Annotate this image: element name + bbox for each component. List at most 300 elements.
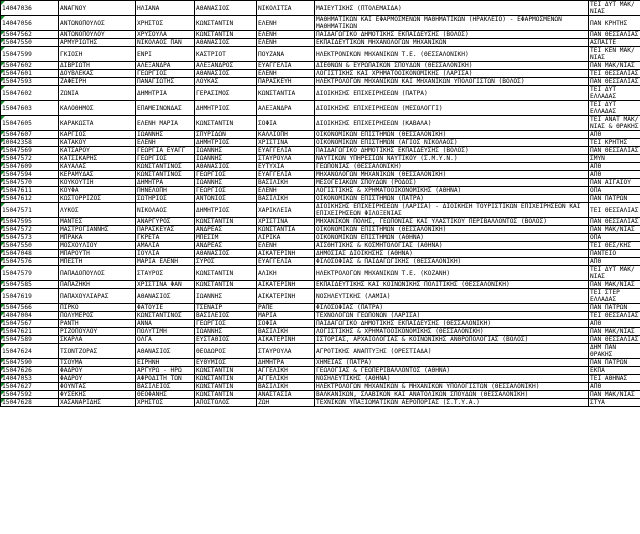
surname-cell[interactable] (59, 226, 136, 234)
mother-name-cell[interactable] (257, 47, 315, 62)
id-cell[interactable] (1, 242, 59, 250)
institution-cell[interactable] (589, 131, 640, 139)
firstname-cell[interactable] (136, 281, 195, 289)
id-cell[interactable] (1, 304, 59, 312)
department-cell[interactable] (315, 47, 589, 62)
firstname-cell[interactable] (136, 47, 195, 62)
surname-cell[interactable] (59, 391, 136, 399)
id-cell[interactable] (1, 226, 59, 234)
cell-indicator-icon (1, 258, 5, 262)
firstname-cell[interactable] (136, 344, 195, 359)
father-name-cell[interactable] (195, 39, 257, 47)
firstname-cell[interactable] (136, 250, 195, 258)
firstname-cell[interactable] (136, 359, 195, 367)
firstname-cell[interactable] (136, 336, 195, 344)
mother-name-cell[interactable] (257, 383, 315, 391)
firstname-cell[interactable] (136, 147, 195, 155)
father-name-cell[interactable] (195, 187, 257, 195)
department-cell[interactable] (315, 218, 589, 226)
mother-name-cell[interactable] (257, 155, 315, 163)
firstname-cell[interactable] (136, 258, 195, 266)
id-cell[interactable] (1, 203, 59, 218)
firstname-cell[interactable] (136, 195, 195, 203)
surname-cell[interactable] (59, 344, 136, 359)
institution-cell[interactable] (589, 218, 640, 226)
father-name-cell[interactable] (195, 70, 257, 78)
department-cell[interactable] (315, 62, 589, 70)
father-name-cell[interactable] (195, 289, 257, 304)
department-cell[interactable] (315, 195, 589, 203)
mother-name-cell[interactable] (257, 1, 315, 16)
firstname-cell[interactable] (136, 70, 195, 78)
surname-cell[interactable] (59, 234, 136, 242)
institution-cell[interactable] (589, 312, 640, 320)
surname-cell[interactable] (59, 187, 136, 195)
mother-name-cell[interactable] (257, 399, 315, 407)
institution-cell[interactable] (589, 195, 640, 203)
firstname-cell[interactable] (136, 266, 195, 281)
department-cell[interactable] (315, 179, 589, 187)
institution-cell[interactable] (589, 139, 640, 147)
department-cell[interactable] (315, 258, 589, 266)
id-cell[interactable] (1, 391, 59, 399)
surname-cell[interactable] (59, 320, 136, 328)
father-name-cell[interactable] (195, 304, 257, 312)
father-name-cell[interactable] (195, 131, 257, 139)
mother-name-cell[interactable] (257, 375, 315, 383)
firstname-cell[interactable] (136, 179, 195, 187)
institution-cell[interactable] (589, 367, 640, 375)
surname-cell[interactable] (59, 258, 136, 266)
mother-name-cell[interactable] (257, 234, 315, 242)
mother-name-cell[interactable] (257, 139, 315, 147)
surname-cell[interactable] (59, 47, 136, 62)
surname-cell[interactable] (59, 86, 136, 101)
institution-cell[interactable] (589, 31, 640, 39)
father-name-cell[interactable] (195, 78, 257, 86)
mother-name-cell[interactable] (257, 70, 315, 78)
father-name-cell[interactable] (195, 179, 257, 187)
id-cell[interactable] (1, 399, 59, 407)
institution-cell[interactable] (589, 250, 640, 258)
department-cell[interactable] (315, 250, 589, 258)
institution-cell[interactable] (589, 116, 640, 131)
mother-name-cell[interactable] (257, 312, 315, 320)
department-cell[interactable] (315, 391, 589, 399)
department-cell[interactable] (315, 304, 589, 312)
mother-name-cell[interactable] (257, 359, 315, 367)
father-name-cell[interactable] (195, 399, 257, 407)
surname-cell[interactable] (59, 171, 136, 179)
institution-cell[interactable] (589, 16, 640, 31)
institution-cell[interactable] (589, 281, 640, 289)
mother-name-cell[interactable] (257, 320, 315, 328)
institution-cell[interactable] (589, 101, 640, 116)
firstname-cell[interactable] (136, 187, 195, 195)
father-name-cell[interactable] (195, 312, 257, 320)
father-name-cell[interactable] (195, 375, 257, 383)
institution-cell[interactable] (589, 147, 640, 155)
institution-cell[interactable] (589, 391, 640, 399)
father-name-cell[interactable] (195, 359, 257, 367)
mother-name-cell[interactable] (257, 226, 315, 234)
father-name-cell[interactable] (195, 47, 257, 62)
firstname-cell[interactable] (136, 1, 195, 16)
mother-name-cell[interactable] (257, 163, 315, 171)
institution-cell[interactable] (589, 383, 640, 391)
mother-name-cell[interactable] (257, 116, 315, 131)
department-cell[interactable] (315, 375, 589, 383)
surname-cell[interactable] (59, 375, 136, 383)
institution-cell[interactable] (589, 78, 640, 86)
department-cell[interactable] (315, 289, 589, 304)
surname-cell[interactable] (59, 242, 136, 250)
mother-name-cell[interactable] (257, 242, 315, 250)
firstname-cell[interactable] (136, 367, 195, 375)
institution-cell[interactable] (589, 258, 640, 266)
institution-cell[interactable] (589, 179, 640, 187)
father-name-cell[interactable] (195, 234, 257, 242)
father-name-cell[interactable] (195, 171, 257, 179)
id-cell[interactable] (1, 320, 59, 328)
department-cell[interactable] (315, 336, 589, 344)
institution-cell[interactable] (589, 328, 640, 336)
id-cell[interactable] (1, 218, 59, 226)
mother-name-cell[interactable] (257, 336, 315, 344)
firstname-cell[interactable] (136, 391, 195, 399)
department-cell[interactable] (315, 312, 589, 320)
institution-cell[interactable] (589, 47, 640, 62)
mother-name-cell[interactable] (257, 328, 315, 336)
firstname-cell[interactable] (136, 155, 195, 163)
id-cell[interactable] (1, 47, 59, 62)
firstname-cell[interactable] (136, 116, 195, 131)
department-cell[interactable] (315, 344, 589, 359)
father-name-cell[interactable] (195, 328, 257, 336)
mother-name-cell[interactable] (257, 131, 315, 139)
firstname-cell[interactable] (136, 328, 195, 336)
department-cell[interactable] (315, 78, 589, 86)
id-cell[interactable] (1, 78, 59, 86)
institution-cell[interactable] (589, 163, 640, 171)
surname-cell[interactable] (59, 70, 136, 78)
id-cell[interactable] (1, 234, 59, 242)
id-cell[interactable] (1, 147, 59, 155)
father-name-cell[interactable] (195, 163, 257, 171)
firstname-cell[interactable] (136, 203, 195, 218)
cell-text: 15047579 (2, 269, 32, 277)
cell-text: ΔΙΒΡΙΩΤΗ (60, 62, 90, 69)
mother-name-cell[interactable] (257, 258, 315, 266)
father-name-cell[interactable] (195, 226, 257, 234)
surname-cell[interactable] (59, 147, 136, 155)
institution-cell[interactable] (589, 242, 640, 250)
institution-cell[interactable] (589, 62, 640, 70)
surname-cell[interactable] (59, 163, 136, 171)
institution-cell[interactable] (589, 155, 640, 163)
id-cell[interactable] (1, 375, 59, 383)
department-cell[interactable] (315, 367, 589, 375)
surname-cell[interactable] (59, 62, 136, 70)
mother-name-cell[interactable] (257, 39, 315, 47)
id-cell[interactable] (1, 328, 59, 336)
father-name-cell[interactable] (195, 86, 257, 101)
institution-cell[interactable] (589, 336, 640, 344)
id-cell[interactable] (1, 155, 59, 163)
department-cell[interactable] (315, 281, 589, 289)
firstname-cell[interactable] (136, 383, 195, 391)
cell-text: 15047628 (2, 399, 32, 406)
father-name-cell[interactable] (195, 155, 257, 163)
firstname-cell[interactable] (136, 399, 195, 407)
id-cell[interactable] (1, 131, 59, 139)
firstname-cell[interactable] (136, 320, 195, 328)
department-cell[interactable] (315, 171, 589, 179)
firstname-cell[interactable] (136, 16, 195, 31)
institution-cell[interactable] (589, 187, 640, 195)
mother-name-cell[interactable] (257, 179, 315, 187)
surname-cell[interactable] (59, 218, 136, 226)
surname-cell[interactable] (59, 179, 136, 187)
department-cell[interactable] (315, 328, 589, 336)
firstname-cell[interactable] (136, 218, 195, 226)
id-cell[interactable] (1, 39, 59, 47)
id-cell[interactable] (1, 179, 59, 187)
firstname-cell[interactable] (136, 242, 195, 250)
mother-name-cell[interactable] (257, 171, 315, 179)
institution-cell[interactable] (589, 289, 640, 304)
father-name-cell[interactable] (195, 1, 257, 16)
firstname-cell[interactable] (136, 289, 195, 304)
id-cell[interactable] (1, 86, 59, 101)
department-cell[interactable] (315, 16, 589, 31)
surname-cell[interactable] (59, 16, 136, 31)
institution-cell[interactable] (589, 1, 640, 16)
surname-cell[interactable] (59, 367, 136, 375)
mother-name-cell[interactable] (257, 250, 315, 258)
mother-name-cell[interactable] (257, 147, 315, 155)
id-cell[interactable] (1, 383, 59, 391)
institution-cell[interactable] (589, 344, 640, 359)
surname-cell[interactable] (59, 304, 136, 312)
department-cell[interactable] (315, 320, 589, 328)
surname-cell[interactable] (59, 266, 136, 281)
mother-name-cell[interactable] (257, 218, 315, 226)
department-cell[interactable] (315, 242, 589, 250)
institution-cell[interactable] (589, 359, 640, 367)
department-cell[interactable] (315, 39, 589, 47)
id-cell[interactable] (1, 187, 59, 195)
firstname-cell[interactable] (136, 39, 195, 47)
department-cell[interactable] (315, 31, 589, 39)
institution-cell[interactable] (589, 203, 640, 218)
mother-name-cell[interactable] (257, 281, 315, 289)
institution-cell[interactable] (589, 304, 640, 312)
mother-name-cell[interactable] (257, 16, 315, 31)
id-cell[interactable] (1, 163, 59, 171)
id-cell[interactable] (1, 171, 59, 179)
father-name-cell[interactable] (195, 16, 257, 31)
department-cell[interactable] (315, 359, 589, 367)
mother-name-cell[interactable] (257, 289, 315, 304)
department-cell[interactable] (315, 399, 589, 407)
mother-name-cell[interactable] (257, 187, 315, 195)
institution-cell[interactable] (589, 86, 640, 101)
cell-text: ΠΙΡΚΟ (60, 304, 79, 311)
id-cell[interactable] (1, 367, 59, 375)
firstname-cell[interactable] (136, 131, 195, 139)
firstname-cell[interactable] (136, 62, 195, 70)
father-name-cell[interactable] (195, 258, 257, 266)
mother-name-cell[interactable] (257, 195, 315, 203)
institution-cell[interactable] (589, 39, 640, 47)
father-name-cell[interactable] (195, 116, 257, 131)
department-cell[interactable] (315, 203, 589, 218)
firstname-cell[interactable] (136, 78, 195, 86)
father-name-cell[interactable] (195, 320, 257, 328)
department-cell[interactable] (315, 155, 589, 163)
id-cell[interactable] (1, 250, 59, 258)
firstname-cell[interactable] (136, 375, 195, 383)
department-cell[interactable] (315, 116, 589, 131)
mother-name-cell[interactable] (257, 391, 315, 399)
department-cell[interactable] (315, 187, 589, 195)
surname-cell[interactable] (59, 155, 136, 163)
father-name-cell[interactable] (195, 147, 257, 155)
firstname-cell[interactable] (136, 234, 195, 242)
id-cell[interactable] (1, 31, 59, 39)
institution-cell[interactable] (589, 266, 640, 281)
id-cell[interactable] (1, 139, 59, 147)
surname-cell[interactable] (59, 78, 136, 86)
surname-cell[interactable] (59, 39, 136, 47)
firstname-cell[interactable] (136, 312, 195, 320)
id-cell[interactable] (1, 344, 59, 359)
mother-name-cell[interactable] (257, 266, 315, 281)
institution-cell[interactable] (589, 70, 640, 78)
surname-cell[interactable] (59, 1, 136, 16)
department-cell[interactable] (315, 266, 589, 281)
father-name-cell[interactable] (195, 203, 257, 218)
id-cell[interactable] (1, 116, 59, 131)
department-cell[interactable] (315, 226, 589, 234)
surname-cell[interactable] (59, 131, 136, 139)
mother-name-cell[interactable] (257, 86, 315, 101)
father-name-cell[interactable] (195, 266, 257, 281)
surname-cell[interactable] (59, 139, 136, 147)
surname-cell[interactable] (59, 101, 136, 116)
firstname-cell[interactable] (136, 163, 195, 171)
institution-cell[interactable] (589, 375, 640, 383)
id-cell[interactable] (1, 70, 59, 78)
department-cell[interactable] (315, 86, 589, 101)
surname-cell[interactable] (59, 116, 136, 131)
mother-name-cell[interactable] (257, 203, 315, 218)
father-name-cell[interactable] (195, 391, 257, 399)
id-cell[interactable] (1, 258, 59, 266)
department-cell[interactable] (315, 101, 589, 116)
department-cell[interactable] (315, 131, 589, 139)
department-cell[interactable] (315, 147, 589, 155)
surname-cell[interactable] (59, 328, 136, 336)
id-cell[interactable] (1, 289, 59, 304)
father-name-cell[interactable] (195, 242, 257, 250)
father-name-cell[interactable] (195, 281, 257, 289)
department-cell[interactable] (315, 70, 589, 78)
father-name-cell[interactable] (195, 31, 257, 39)
firstname-cell[interactable] (136, 86, 195, 101)
surname-cell[interactable] (59, 289, 136, 304)
firstname-cell[interactable] (136, 171, 195, 179)
mother-name-cell[interactable] (257, 62, 315, 70)
father-name-cell[interactable] (195, 344, 257, 359)
mother-name-cell[interactable] (257, 31, 315, 39)
department-cell[interactable] (315, 1, 589, 16)
surname-cell[interactable] (59, 336, 136, 344)
father-name-cell[interactable] (195, 218, 257, 226)
father-name-cell[interactable] (195, 62, 257, 70)
cell-text: ΖΑΦΕΙΡΗ (60, 78, 87, 85)
id-cell[interactable] (1, 1, 59, 16)
firstname-cell[interactable] (136, 139, 195, 147)
surname-cell[interactable] (59, 399, 136, 407)
surname-cell[interactable] (59, 359, 136, 367)
institution-cell[interactable] (589, 226, 640, 234)
firstname-cell[interactable] (136, 226, 195, 234)
firstname-cell[interactable] (136, 101, 195, 116)
id-cell[interactable] (1, 101, 59, 116)
institution-cell[interactable] (589, 234, 640, 242)
mother-name-cell[interactable] (257, 304, 315, 312)
id-cell[interactable] (1, 359, 59, 367)
surname-cell[interactable] (59, 281, 136, 289)
surname-cell[interactable] (59, 383, 136, 391)
mother-name-cell[interactable] (257, 78, 315, 86)
mother-name-cell[interactable] (257, 367, 315, 375)
surname-cell[interactable] (59, 250, 136, 258)
surname-cell[interactable] (59, 195, 136, 203)
department-cell[interactable] (315, 163, 589, 171)
id-cell[interactable] (1, 266, 59, 281)
department-cell[interactable] (315, 234, 589, 242)
id-cell[interactable] (1, 336, 59, 344)
institution-cell[interactable] (589, 320, 640, 328)
id-cell[interactable] (1, 312, 59, 320)
firstname-cell[interactable] (136, 31, 195, 39)
father-name-cell[interactable] (195, 250, 257, 258)
id-cell[interactable] (1, 16, 59, 31)
institution-cell[interactable] (589, 399, 640, 407)
father-name-cell[interactable] (195, 101, 257, 116)
father-name-cell[interactable] (195, 383, 257, 391)
father-name-cell[interactable] (195, 367, 257, 375)
father-name-cell[interactable] (195, 336, 257, 344)
id-cell[interactable] (1, 281, 59, 289)
father-name-cell[interactable] (195, 195, 257, 203)
department-cell[interactable] (315, 383, 589, 391)
father-name-cell[interactable] (195, 139, 257, 147)
firstname-cell[interactable] (136, 304, 195, 312)
department-cell[interactable] (315, 139, 589, 147)
id-cell[interactable] (1, 195, 59, 203)
surname-cell[interactable] (59, 203, 136, 218)
mother-name-cell[interactable] (257, 344, 315, 359)
institution-cell[interactable] (589, 171, 640, 179)
mother-name-cell[interactable] (257, 101, 315, 116)
surname-cell[interactable] (59, 312, 136, 320)
surname-cell[interactable] (59, 31, 136, 39)
id-cell[interactable] (1, 62, 59, 70)
